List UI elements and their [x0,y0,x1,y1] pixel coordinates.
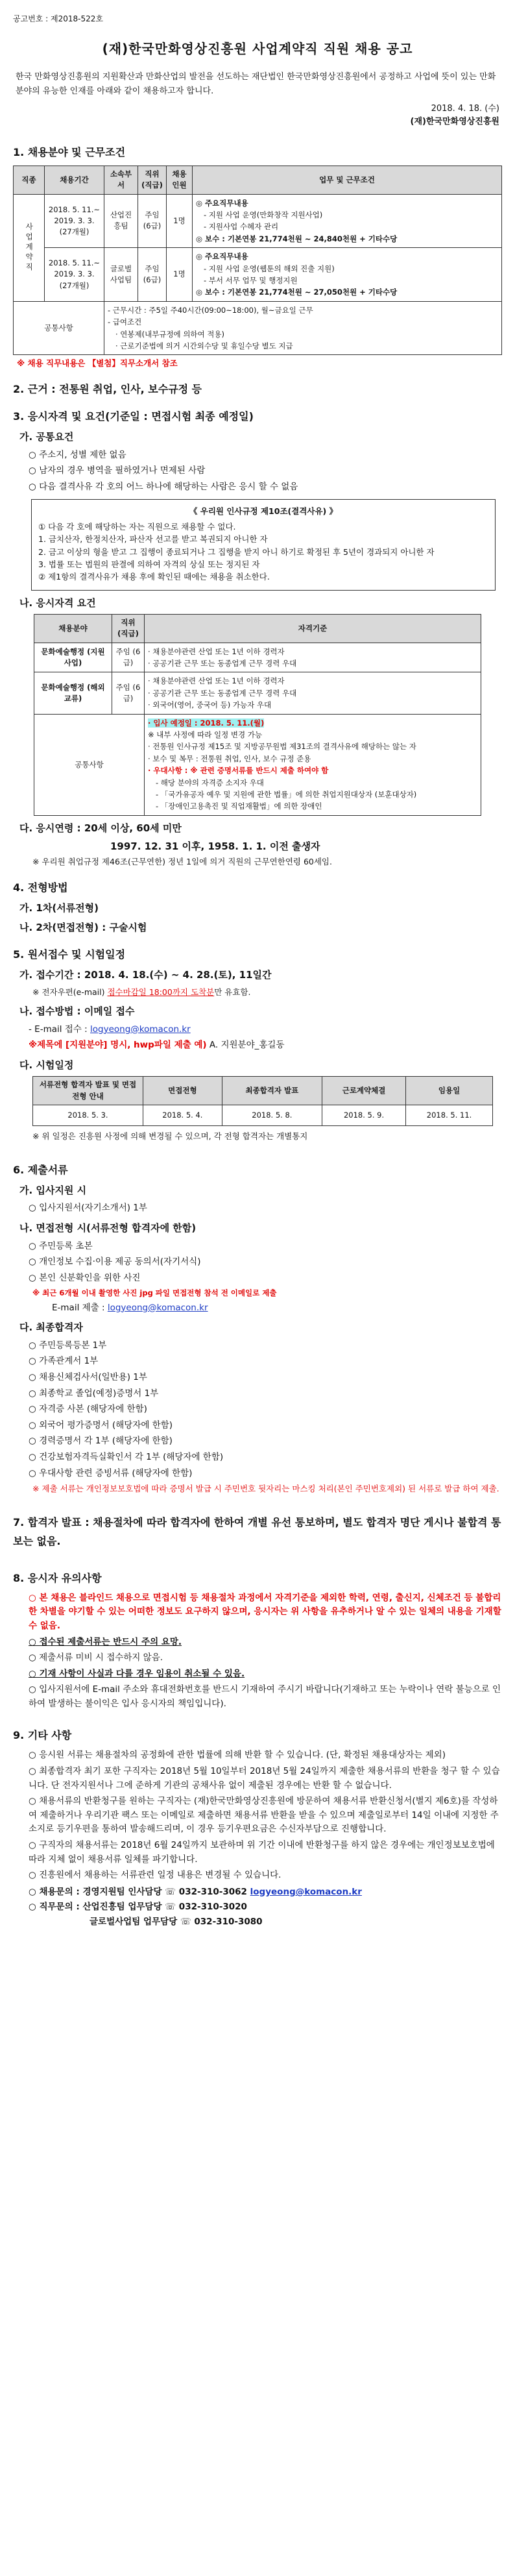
common-req-item: ○ 다음 결격사유 각 호의 어느 하나에 해당하는 사람은 응시 할 수 없음 [29,481,298,492]
application-period: 가. 접수기간 : 2018. 4. 18.(수) ~ 4. 28.(토), 11일간 [19,968,272,981]
job-count-cell: 1명 [167,248,193,302]
selection-step: 가. 1차(서류전형) [19,902,99,914]
req-common-label-cell: 공통사항 [34,714,145,815]
job-header-count: 채용인원 [167,166,193,195]
selection-step: 나. 2차(면접전형) : 구술시험 [19,922,147,934]
contact-duty-label: ○ 직무문의 : 산업진흥팀 업무담당 [29,1901,165,1912]
schedule-header-row [33,1077,493,1105]
req-header-field: 채용분야 [34,615,112,643]
schedule-header: 최종합격자 발표 [222,1077,322,1105]
schedule-value: 2018. 5. 3. [33,1105,143,1125]
schedule-header: 근로계약체결 [322,1077,405,1105]
schedule-header: 면접전형 [143,1077,222,1105]
other-item: ○ 구직자의 채용서류는 2018년 6월 24일까지 보관하며 위 기간 이내에 반환청구를 하지 않은 경우에는 개인정보보호법에 따라 지체 없이 채용서류 일체를 파기합니다. [29,1840,495,1865]
photo-email-line [52,1301,502,1316]
other-item: ○ 진흥원에서 채용하는 서류관련 일정 내용은 변경될 수 있습니다. [29,1870,281,1881]
deadline-text: 접수마감일 18:00까지 도착분 [107,987,215,998]
contact-hr-label: ○ 채용문의 : 경영지원팀 인사담당 [29,1886,165,1897]
job-grade-cell: 주임 (6급) [138,194,167,248]
duty-line: - 부서 서무 업무 및 행정지원 [204,276,298,286]
job-conditions-table [13,166,502,355]
duty-line: ◎ 주요직무내용 [196,198,248,208]
table-row [34,714,481,815]
doc-item: ○ 채용신체검사서(일반용) 1부 [29,1371,147,1382]
disqualification-item: 3. 법률 또는 법원의 판결에 의하여 자격의 상실 또는 정지된 자 [38,559,260,569]
email-subject-note [29,1038,502,1053]
email-label: - E-mail 접수 : [29,1024,90,1035]
job-table-note: ※ 채용 직무내용은 【별첨】직무소개서 참조 [17,358,178,369]
req-header-grade: 직위 (직급) [112,615,145,643]
section-1-title: 1. 채용분야 및 근무조건 [13,146,126,159]
doc-item: ○ 최종학교 졸업(예정)증명서 1부 [29,1388,159,1399]
common-content-cell [104,301,502,355]
criteria-line: · 채용분야관련 산업 또는 1년 이하 경력자 [148,676,285,686]
schedule-value: 2018. 5. 11. [406,1105,493,1125]
application-method: 나. 접수방법 : 이메일 접수 [19,1005,135,1018]
job-header-dept: 소속부서 [104,166,138,195]
section-3c-title: 다. 응시연령 : 20세 이상, 60세 미만 [19,822,182,834]
application-email-line [29,1023,502,1037]
job-header-type: 직종 [14,166,45,195]
duty-line: ◎ 보수 : 기본연봉 21,774천원 ~ 24,840천원 + 기타수당 [196,234,398,243]
duty-line: - 지원 사업 운영(만화창작 지원사업) [204,210,323,220]
req-field-cell: 문화예술행정 (해외교류) [34,672,112,714]
schedule-note: ※ 위 일정은 진흥원 사정에 의해 변경될 수 있으며, 각 전형 합격자는 개별통지 [32,1131,308,1141]
criteria-line: - 해당 분야의 자격증 소지자 우대 [156,778,264,787]
doc-item: ○ 우대사항 관련 증빙서류 (해당자에 한함) [29,1467,193,1478]
job-dept-cell: 글로벌사업팀 [104,248,138,302]
doc-item: ○ 자격증 사본 (해당자에 한함) [29,1404,147,1415]
disqualification-item: 1. 금치산자, 한정치산자, 파산자 선고를 받고 복권되지 아니한 자 [38,534,268,545]
email-subject-rule: ※제목에 [지원분야] 명시, hwp파일 제출 예) [29,1040,207,1051]
common-line: - 근무시간 : 주5일 주40시간(09:00~18:00), 월~금요일 근무 [108,305,313,315]
other-item: ○ 응시원 서류는 채용절차의 공정화에 관한 법률에 의해 반환 할 수 있습니다. (단, 확정된 채용대상자는 제외) [29,1750,446,1761]
doc-item: ○ 건강보험자격득실확인서 각 1부 (해당자에 한함) [29,1451,224,1462]
application-email-link[interactable]: logyeong@komacon.kr [90,1024,191,1035]
caution-item: ○ 입사지원서에 E-mail 주소와 휴대전화번호를 반드시 기재하여 주시기 바랍니다(기재하고 또는 누락이나 연락 불능으로 인하여 발생하는 불이익은 입사 응시자의 책임입니다). [29,1684,501,1709]
section-5-title: 5. 원서접수 및 시험일정 [13,948,126,961]
req-common-cell [145,714,481,815]
job-duties-cell [193,194,502,248]
photo-email-label: E-mail 제출 : [52,1302,108,1313]
exam-schedule-title: 다. 시험일정 [19,1059,74,1071]
other-item: ○ 채용서류의 반환청구를 원하는 구직자는 (재)한국만화영상진흥원에 방문하여 채용서류 반환신청서(별지 제6호)를 작성하여 제출하거나 우리기관 팩스 또는 이메일로 제출하면 채용서류 반환을 받을 수 있으며 제출일로부터 14일 이내에 지정한 주소지로 등기우편을 통하여 발송해드리며, 이 경우 등기우편요금은 수신자부담으로 진행합니다. [29,1796,499,1835]
contact-global-label: 글로벌사업팀 업무담당 [90,1916,180,1927]
criteria-line: · 공공기관 근무 또는 동종업계 근무 경력 우대 [148,688,297,698]
table-row [34,672,481,714]
criteria-line: · 전통원 인사규정 제15조 및 지방공무원법 제31조의 결격사유에 해당하는 않는 자 [148,742,416,752]
section-7-title: 7. 합격자 발표 : 채용절차에 따라 합격자에 한하여 개별 유선 통보하며, 별도 합격자 명단 게시나 불합격 통보는 없음. [13,1516,501,1547]
job-header-grade: 직위(직급) [138,166,167,195]
caution-item: ○ 제출서류 미비 시 접수하지 않음. [29,1652,163,1663]
criteria-line: · 우대사항 : ※ 관련 증명서류를 반드시 제출 하여야 함 [148,766,329,776]
notice-number: 공고번호 : 제2018-522호 [13,14,103,23]
job-dept-cell: 산업진흥팀 [104,194,138,248]
req-header-criteria: 자격기준 [145,615,481,643]
contact-line-hr [29,1885,502,1900]
job-period-cell: 2018. 5. 11.~ 2019. 3. 3. (27개월) [45,248,104,302]
requirements-table [34,614,481,816]
announce-date: 2018. 4. 18. (수) [431,104,499,114]
doc-item: ○ 외국어 평가증명서 (해당자에 한함) [29,1419,173,1430]
note-suffix: 만 유효함. [214,987,251,998]
criteria-line: · 외국어(영어, 중국어 등) 가능자 우대 [148,700,272,710]
contact-global-phone: ☏ 032-310-3080 [180,1916,263,1927]
start-date-line: · 입사 예정일 : 2018. 5. 11.(월) [148,718,265,728]
intro-paragraph: 한국 만화영상진흥원의 지원확산과 만화산업의 발전을 선도하는 재단법인 한국만화영상진흥원에서 공정하고 사업에 뜻이 있는 만화분야의 유능한 인재를 아래와 같이 채용하고자 합니다. [16,72,496,97]
schedule-value: 2018. 5. 4. [143,1105,222,1125]
job-duties-cell [193,248,502,302]
criteria-line: · 채용분야관련 산업 또는 1년 이하 경력자 [148,646,285,656]
criteria-line: ※ 내부 사정에 따라 일정 변경 가능 [148,730,262,739]
note-prefix: ※ 전자우편(e-mail) [32,987,108,998]
section-6c-title: 다. 최종합격자 [19,1321,83,1334]
common-req-item: ○ 주소지, 성별 제한 없음 [29,449,126,460]
job-header-duties: 업무 및 근무조건 [193,166,502,195]
doc-item: ○ 개인정보 수집·이용 제공 동의서(자기서식) [29,1257,201,1268]
job-header-period: 채용기간 [45,166,104,195]
job-period-cell: 2018. 5. 11.~ 2019. 3. 3. (27개월) [45,194,104,248]
section-6a-title: 가. 입사지원 시 [19,1184,87,1196]
job-count-cell: 1명 [167,194,193,248]
disqualification-item: 2. 금고 이상의 형을 받고 그 집행이 종료되거나 그 집행을 받지 아니 하기로 확정된 후 5년이 경과되지 아니한 자 [38,546,435,557]
duty-line: - 지원사업 수혜자 관리 [204,222,279,232]
disqualification-box [31,499,496,590]
criteria-line: - 「국가유공자 예우 및 지원에 관한 법률」에 의한 취업지원대상자 (보훈대상자) [156,789,417,799]
section-6b-title: 나. 면접전형 시(서류전형 합격자에 한함) [19,1222,197,1234]
req-field-cell: 문화예술행정 (지원사업) [34,643,112,672]
section-3-title: 3. 응시자격 및 요건(기준일 : 면접시험 최종 예정일) [13,410,254,423]
table-row [33,1105,493,1125]
email-subject-example: A. 지원분야_홍길동 [206,1040,285,1051]
section-3b-title: 나. 응시자격 요건 [19,596,96,609]
other-item: ○ 최종합격자 최기 포한 구직자는 2018년 5월 10일부터 2018년 5월 24일까지 제출한 채용서류의 반환을 청구 할 수 있습니다. 단 전자지원서나 그에 준하게 기관의 공채사유 없이 제출된 경우에는 반환 할 수 없습니다. [29,1766,500,1791]
disqualification-item: ② 제1항의 결격사유가 채용 후에 확인된 때에는 채용을 취소한다. [38,572,270,582]
section-2-title: 2. 근거 : 전통원 취업, 인사, 보수규정 등 [13,383,202,396]
req-grade-cell: 주임 (6급) [112,643,145,672]
table-row [34,643,481,672]
contact-hr-email[interactable]: logyeong@komacon.kr [250,1886,362,1897]
section-6-title: 6. 제출서류 [13,1163,68,1176]
common-line: · 연봉제(내부규정에 의하여 적용) [115,329,225,339]
criteria-line: · 공공기관 근무 또는 동종업계 근무 경력 우대 [148,659,297,669]
req-grade-cell: 주임 (6급) [112,672,145,714]
duty-line: - 지원 사업 운영(웹툰의 해외 진출 지원) [204,264,335,273]
duty-line: ◎ 주요직무내용 [196,252,248,262]
caution-item: ○ 본 채용은 블라인드 채용으로 면접시험 등 채용절차 과정에서 자격기준을 제외한 학력, 연령, 출신지, 신체조건 등 불합리한 차별을 야기할 수 있는 어떠한 정보도 요구하지 않으며, 응시자는 위 사항을 유추하거나 알 수 있는 일체의 내용을 기재할 수 없음. [29,1592,501,1631]
req-criteria-cell [145,643,481,672]
req-criteria-cell [145,672,481,714]
criteria-line: - 「장애인고용촉진 및 직업재활법」에 의한 장애인 [156,802,322,811]
doc-item: ○ 주민등록등본 1부 [29,1340,107,1351]
req-table-header [34,615,481,643]
application-period-note [32,986,502,999]
table-row [14,248,502,302]
duty-line: ◎ 보수 : 기본연봉 21,774천원 ~ 27,050천원 + 기타수당 [196,288,398,297]
schedule-header: 서류전형 합격자 발표 및 면접전형 안내 [33,1077,143,1105]
disqualification-item: ① 다음 각 호에 해당하는 자는 직원으로 채용할 수 없다. [38,521,236,532]
schedule-value: 2018. 5. 8. [222,1105,322,1125]
schedule-table [32,1076,493,1126]
doc-item: ○ 본인 신분확인을 위한 사진 [29,1272,141,1283]
photo-email-link[interactable]: logyeong@komacon.kr [107,1302,208,1313]
contact-line-duty [29,1900,502,1915]
contact-hr-phone: ☏ 032-310-3062 [165,1886,247,1897]
criteria-line: · 보수 및 복무 : 전통원 취업, 인사, 보수 규정 준용 [148,754,311,763]
job-table-header [14,166,502,195]
section-3a-title: 가. 공통요건 [19,431,74,443]
doc-item: ○ 주민등록 초본 [29,1240,93,1251]
doc-item: ○ 가족관계서 1부 [29,1356,99,1367]
common-line: · 근로기준법에 의거 시간외수당 및 휴일수당 별도 지급 [115,341,293,350]
doc-item: ○ 입사지원서(자기소개서) 1부 [29,1203,147,1214]
caution-item: ○ 접수된 제출서류는 반드시 주의 요망. [29,1636,182,1647]
job-grade-cell: 주임 (6급) [138,248,167,302]
job-type-cell: 사업계약직 [14,194,45,301]
age-note: ※ 우리원 취업규정 제46조(근무연한) 정년 1일에 의거 직원의 근무연한연령 60세임. [32,856,332,866]
contact-duty-phone: ☏ 032-310-3020 [165,1901,247,1912]
masking-note: ※ 제출 서류는 개인정보보호법에 따라 증명서 발급 시 주민번호 뒷자리는 마스킹 처리(본인 주민번호제외) 된 서류로 발급 하여 제출. [32,1484,499,1494]
contact-line-global [90,1915,502,1930]
section-8-title: 8. 응시자 유의사항 [13,1571,102,1584]
doc-item: ○ 경력증명서 각 1부 (해당자에 한함) [29,1436,173,1447]
schedule-value: 2018. 5. 9. [322,1105,405,1125]
organization-name: (재)한국만화영상진흥원 [410,116,499,127]
common-label-cell: 공통사항 [14,301,104,355]
table-row [14,301,502,355]
schedule-header: 임용일 [406,1077,493,1105]
caution-item: ○ 기재 사항이 사실과 다를 경우 임용이 취소될 수 있음. [29,1668,245,1679]
photo-note: ※ 최근 6개월 이내 촬영한 사진 jpg 파일 면접전형 참석 전 이메일로 제출 [32,1288,277,1298]
age-range-line: 1997. 12. 31 이후, 1958. 1. 1. 이전 출생자 [110,840,320,853]
section-4-title: 4. 전형방법 [13,881,68,894]
section-9-title: 9. 기타 사항 [13,1729,72,1742]
common-req-item: ○ 남자의 경우 병역을 필하였거나 면제된 사람 [29,465,206,476]
page-title: (재)한국만화영상진흥원 사업계약직 직원 채용 공고 [102,41,413,56]
common-line: - 급여조건 [108,317,142,327]
disqualification-title: 《 우리원 인사규정 제10조(결격사유) 》 [189,506,338,517]
table-row [14,194,502,248]
